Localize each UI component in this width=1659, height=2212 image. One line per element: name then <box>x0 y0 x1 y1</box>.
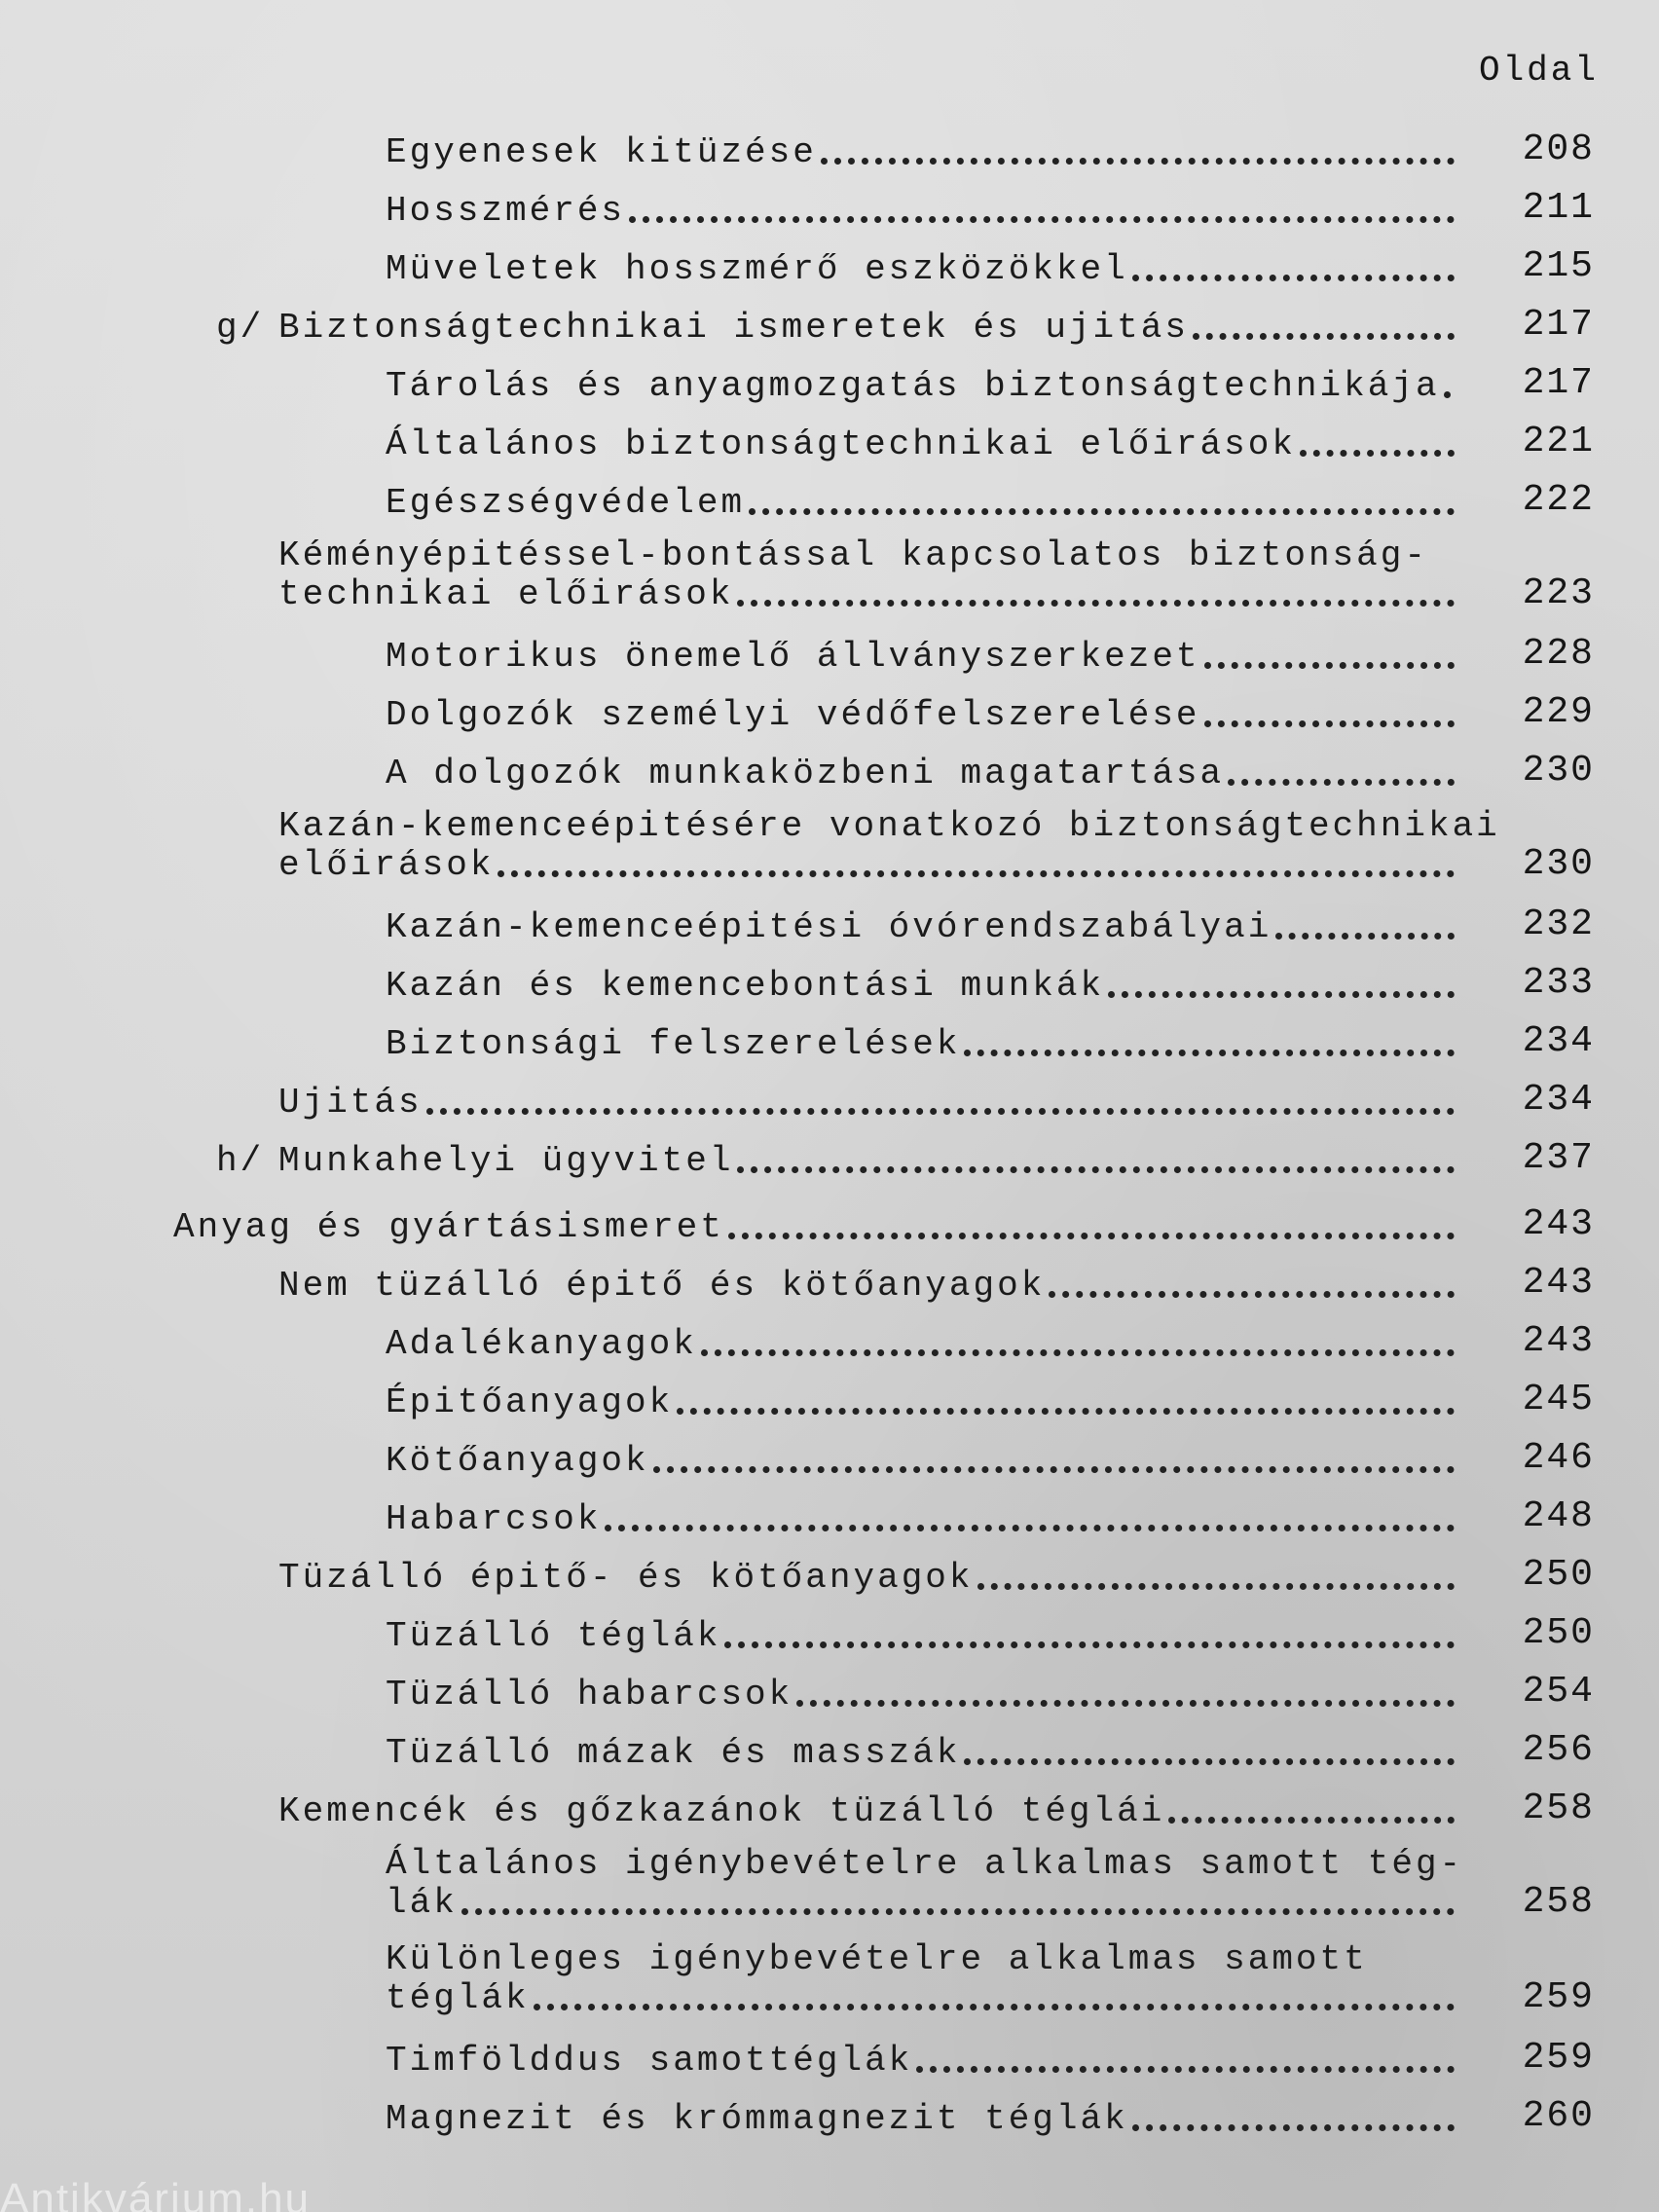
dot-leader <box>1132 2124 1455 2131</box>
dot-leader <box>498 870 1455 877</box>
toc-entry-title: Tüzálló mázak és masszák <box>386 1733 961 1773</box>
toc-entry-page-number: 223 <box>1522 572 1595 614</box>
toc-entry-title: Kötőanyagok <box>386 1441 649 1481</box>
toc-entry-title: Dolgozók személyi védőfelszerelése <box>386 695 1200 735</box>
toc-entry-title-line: Kazán-kemenceépitésére vonatkozó biztonságtechnikai <box>278 806 1500 846</box>
toc-entry-title: Kazán és kemencebontási munkák <box>386 966 1105 1006</box>
toc-entry-title-line: Kéményépitéssel-bontással kapcsolatos biztonság- <box>278 535 1428 575</box>
dot-leader <box>821 158 1455 165</box>
toc-entry-page-number: 229 <box>1522 691 1595 733</box>
toc-entry-title: Tárolás és anyagmozgatás biztonságtechnikája <box>386 366 1440 406</box>
toc-entry-page-number: 234 <box>1522 1079 1595 1121</box>
dot-leader <box>426 1108 1455 1115</box>
dot-leader <box>629 216 1455 223</box>
dot-leader <box>749 508 1455 515</box>
toc-entry-page-number: 237 <box>1522 1137 1595 1179</box>
toc-entry-page-number: 259 <box>1522 2037 1595 2079</box>
toc-entry <box>0 236 1659 294</box>
dot-leader <box>1204 662 1455 669</box>
toc-entry-page-number: 215 <box>1522 245 1595 287</box>
toc-entry-title: előirások <box>278 845 495 885</box>
toc-entry <box>0 177 1659 236</box>
toc-entry <box>0 352 1659 411</box>
toc-entry <box>0 740 1659 798</box>
toc-entry-page-number: 258 <box>1522 1881 1595 1923</box>
dot-leader <box>605 1525 1455 1531</box>
dot-leader <box>1300 450 1455 457</box>
toc-entry-title: téglák <box>386 1978 530 2018</box>
toc-entry-page-number: 250 <box>1522 1612 1595 1654</box>
toc-entry-title: technikai előirások <box>278 574 734 614</box>
dot-leader <box>1444 391 1455 398</box>
toc-entry <box>0 894 1659 952</box>
dot-leader <box>1108 991 1455 998</box>
toc-entry-title: Tüzálló épitő- és kötőanyagok <box>278 1558 974 1598</box>
dot-leader <box>1049 1291 1455 1298</box>
dot-leader <box>737 1166 1455 1173</box>
toc-entry-page-number: 228 <box>1522 633 1595 675</box>
toc-entry-page-number: 248 <box>1522 1495 1595 1537</box>
toc-entry-page-number: 254 <box>1522 1671 1595 1713</box>
toc-entry <box>0 798 1659 894</box>
toc-entry-title: Általános biztonságtechnikai előirások <box>386 424 1296 464</box>
toc-entry <box>0 1719 1659 1778</box>
toc-entry <box>0 1661 1659 1719</box>
dot-leader <box>724 1641 1455 1648</box>
toc-entry-page-number: 221 <box>1522 421 1595 462</box>
toc-entry-page-number: 243 <box>1522 1320 1595 1362</box>
dot-leader <box>796 1700 1455 1707</box>
dot-leader <box>1168 1817 1455 1824</box>
toc-entry-title: Motorikus önemelő állványszerkezet <box>386 637 1200 677</box>
toc-entry-page-number: 259 <box>1522 1976 1595 2018</box>
toc-entry-page-number: 260 <box>1522 2095 1595 2137</box>
toc-entry-page-number: 233 <box>1522 962 1595 1004</box>
toc-entry-title: Kazán-kemenceépitési óvórendszabályai <box>386 907 1272 947</box>
toc-entry-title: Egyenesek kitüzése <box>386 132 817 172</box>
toc-entry <box>0 1252 1659 1310</box>
toc-entry-title: lák <box>386 1883 458 1923</box>
dot-leader <box>701 1349 1455 1356</box>
toc-entry-title: Épitőanyagok <box>386 1382 674 1422</box>
toc-entry-title: Magnezit és krómmagnezit téglák <box>386 2099 1128 2139</box>
toc-entry-prefix: h/ <box>216 1141 265 1181</box>
toc-entry-page-number: 230 <box>1522 843 1595 885</box>
toc-entry <box>0 1486 1659 1544</box>
toc-entry <box>0 1544 1659 1603</box>
toc-entry-title: Kemencék és gőzkazánok tüzálló téglái <box>278 1791 1165 1831</box>
page-column-header: Oldal <box>1478 51 1599 91</box>
toc-entry-page-number: 234 <box>1522 1020 1595 1062</box>
toc-entry-title: Tüzálló habarcsok <box>386 1675 793 1714</box>
toc-entry-page-number: 243 <box>1522 1262 1595 1304</box>
toc-entry-title: Müveletek hosszmérő eszközökkel <box>386 249 1128 289</box>
toc-entry <box>0 952 1659 1011</box>
toc-entry-page-number: 230 <box>1522 750 1595 792</box>
toc-entry <box>0 682 1659 740</box>
toc-entry-title: Munkahelyi ügyvitel <box>278 1141 734 1181</box>
toc-entry <box>0 411 1659 469</box>
toc-entry-title-line: Általános igénybevételre alkalmas samott tég- <box>386 1844 1464 1884</box>
toc-entry-title: Anyag és gyártásismeret <box>173 1207 724 1247</box>
toc-entry <box>0 1603 1659 1661</box>
toc-entry-page-number: 217 <box>1522 362 1595 404</box>
dot-leader <box>1193 333 1455 340</box>
dot-leader <box>461 1908 1455 1915</box>
dot-leader <box>1132 275 1455 281</box>
toc-entry <box>0 294 1659 352</box>
dot-leader <box>728 1233 1455 1239</box>
toc-entry <box>0 1932 1659 2027</box>
table-of-contents <box>0 119 1659 2144</box>
toc-entry <box>0 1127 1659 1186</box>
toc-entry-title: Nem tüzálló épitő és kötőanyagok <box>278 1266 1046 1306</box>
dot-leader <box>916 2066 1455 2073</box>
toc-entry-title: Ujitás <box>278 1083 423 1123</box>
dot-leader <box>964 1050 1455 1056</box>
toc-entry-title: Biztonsági felszerelések <box>386 1024 961 1064</box>
dot-leader <box>977 1583 1455 1590</box>
toc-entry <box>0 2085 1659 2144</box>
toc-entry <box>0 528 1659 623</box>
toc-entry-title: Tüzálló téglák <box>386 1616 721 1656</box>
dot-leader <box>1275 933 1455 940</box>
dot-leader <box>1228 779 1455 786</box>
toc-entry-title: Habarcsok <box>386 1499 602 1539</box>
toc-entry <box>0 1194 1659 1252</box>
toc-entry-page-number: 256 <box>1522 1729 1595 1771</box>
toc-entry-page-number: 208 <box>1522 129 1595 170</box>
toc-entry <box>0 623 1659 682</box>
dot-leader <box>1204 720 1455 727</box>
toc-entry <box>0 1310 1659 1369</box>
toc-entry <box>0 469 1659 528</box>
toc-entry <box>0 1011 1659 1069</box>
toc-entry <box>0 2027 1659 2085</box>
dot-leader <box>964 1758 1455 1765</box>
toc-entry-title: A dolgozók munkaközbeni magatartása <box>386 754 1225 793</box>
toc-entry-title: Egészségvédelem <box>386 483 746 523</box>
toc-entry-page-number: 243 <box>1522 1203 1595 1245</box>
toc-entry-page-number: 258 <box>1522 1788 1595 1829</box>
toc-entry-title: Adalékanyagok <box>386 1324 697 1364</box>
toc-entry-page-number: 232 <box>1522 903 1595 945</box>
toc-entry <box>0 1069 1659 1127</box>
toc-entry-title: Biztonságtechnikai ismeretek és ujitás <box>278 308 1189 348</box>
toc-entry <box>0 1836 1659 1932</box>
dot-leader <box>653 1466 1455 1473</box>
watermark: Antikvárium.hu <box>0 2175 312 2212</box>
toc-entry-page-number: 250 <box>1522 1554 1595 1596</box>
toc-entry <box>0 119 1659 177</box>
toc-entry-title: Timfölddus samottéglák <box>386 2041 913 2081</box>
toc-entry-page-number: 245 <box>1522 1379 1595 1420</box>
toc-entry-prefix: g/ <box>216 308 265 348</box>
dot-leader <box>677 1408 1455 1415</box>
toc-entry-title: Hosszmérés <box>386 191 626 231</box>
toc-entry <box>0 1778 1659 1836</box>
dot-leader <box>737 600 1455 607</box>
toc-entry-page-number: 246 <box>1522 1437 1595 1479</box>
toc-entry-page-number: 211 <box>1522 187 1595 229</box>
toc-entry <box>0 1427 1659 1486</box>
toc-entry <box>0 1369 1659 1427</box>
dot-leader <box>534 2004 1455 2010</box>
toc-entry-page-number: 222 <box>1522 479 1595 521</box>
toc-entry-page-number: 217 <box>1522 304 1595 346</box>
toc-entry-title-line: Különleges igénybevételre alkalmas samott <box>386 1939 1368 1979</box>
